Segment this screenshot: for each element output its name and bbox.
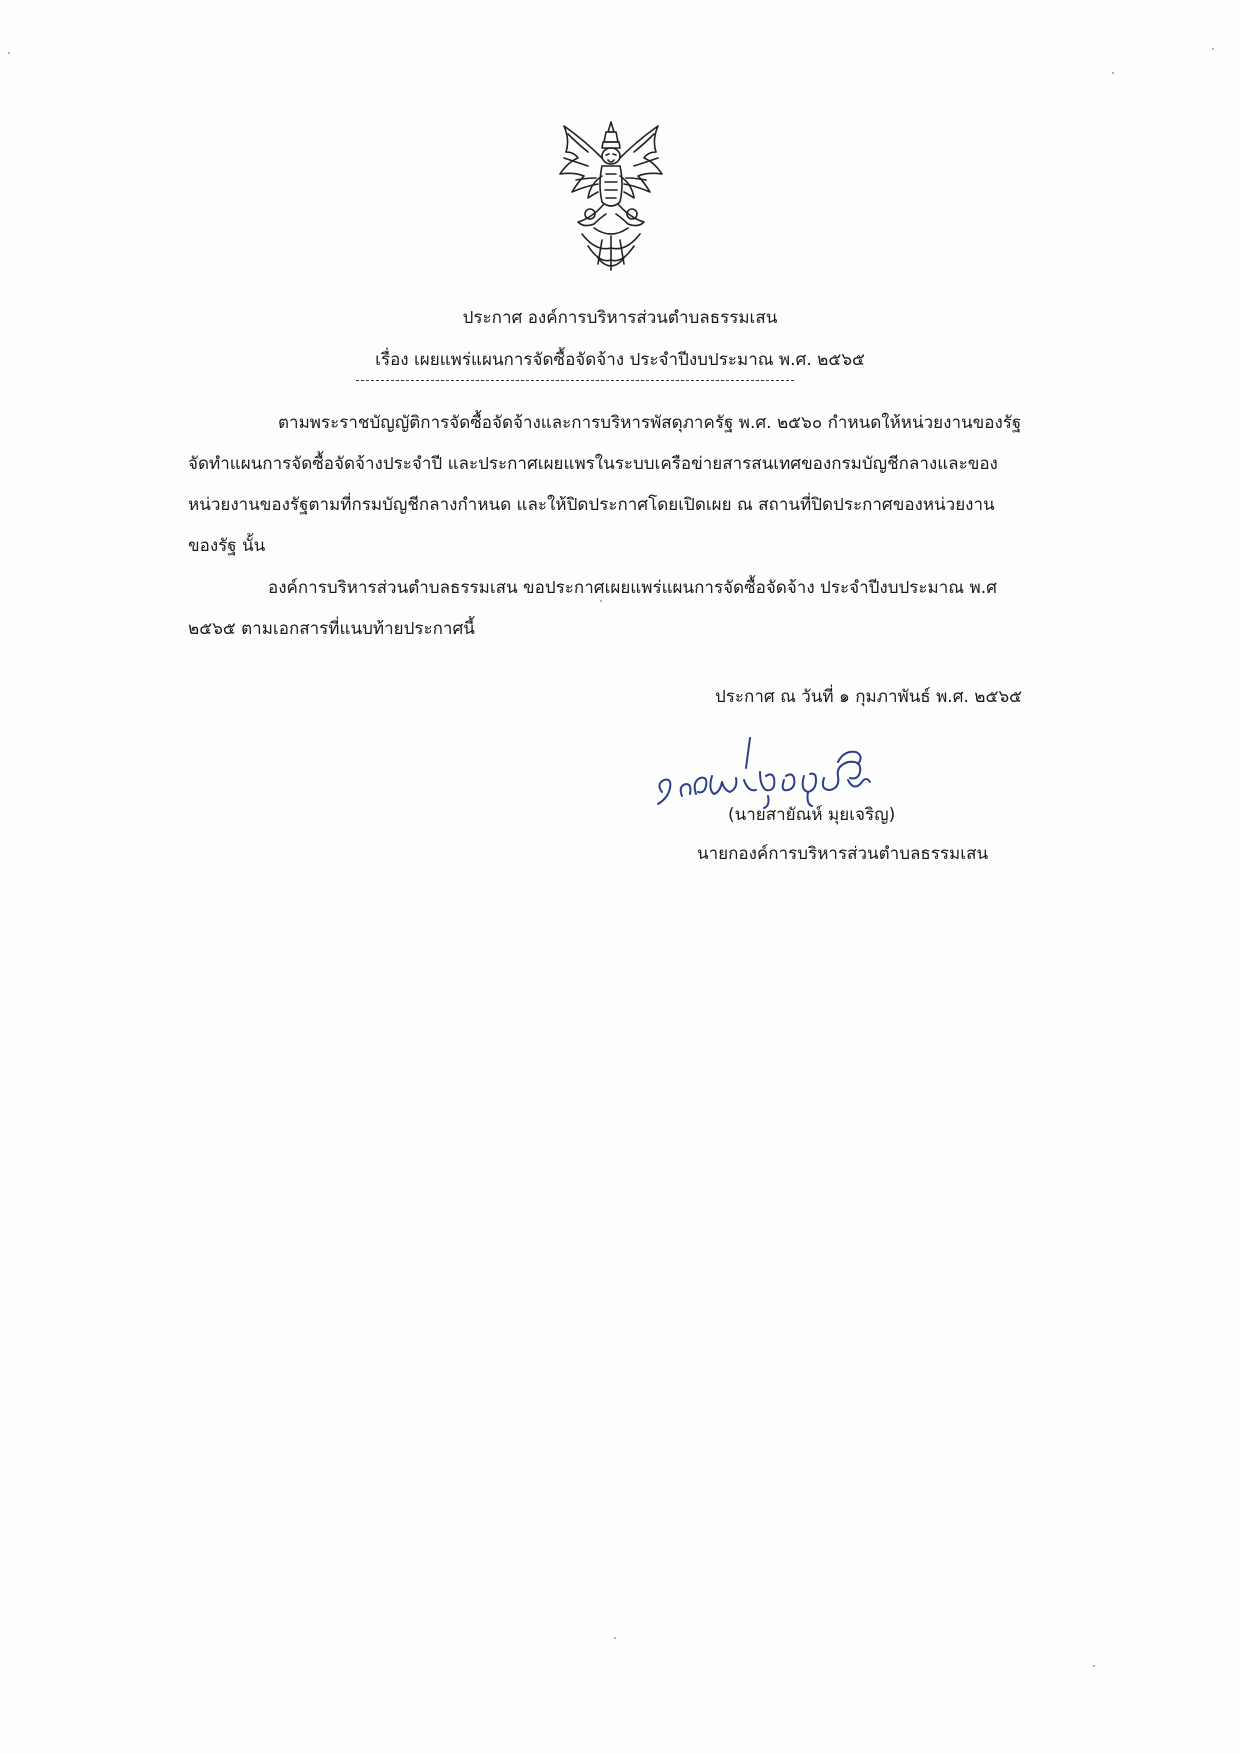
scan-speck [1212,48,1214,50]
paragraph-2-line-1: องค์การบริหารส่วนตำบลธรรมเสน ขอประกาศเผยแพร่แผนการจัดซื้อจัดจ้าง ประจำปีงบประมาณ พ.ศ [268,578,997,598]
garuda-emblem-icon [548,118,674,276]
announcement-date: ประกาศ ณ วันที่ ๑ กุมภาพันธ์ พ.ศ. ๒๕๖๕ [715,687,1023,707]
scan-speck [614,1637,616,1639]
announcement-subject: เรื่อง เผยแพร่แผนการจัดซื้อจัดจ้าง ประจำปีงบประมาณ พ.ศ. ๒๕๖๕ [375,350,865,370]
scan-speck [1093,1665,1095,1667]
scan-speck [8,52,10,54]
scan-speck [1112,72,1114,74]
paragraph-1-line-1: ตามพระราชบัญญัติการจัดซื้อจัดจ้างและการบริหารพัสดุภาครัฐ พ.ศ. ๒๕๖๐ กำหนดให้หน่วยงานของรัฐ [278,413,1022,433]
signer-position: นายกองค์การบริหารส่วนตำบลธรรมเสน [697,844,989,864]
signer-name: (นายสายัณห์ มุยเจริญ) [728,805,896,825]
paragraph-2-line-2: ๒๕๖๕ ตามเอกสารที่แนบท้ายประกาศนี้ [188,619,475,639]
header-divider [356,380,794,381]
scan-speck [600,600,602,602]
paragraph-1-line-2: จัดทำแผนการจัดซื้อจัดจ้างประจำปี และประกาศเผยแพรในระบบเครือข่ายสารสนเทศของกรมบัญชีกลางและของ [188,454,998,474]
paragraph-1-line-4: ของรัฐ นั้น [188,536,266,556]
handwritten-signature-icon [648,732,978,814]
paragraph-1-line-3: หน่วยงานของรัฐตามที่กรมบัญชีกลางกำหนด และให้ปิดประกาศโดยเปิดเผย ณ สถานที่ปิดประกาศของหน่วยงาน [188,495,995,515]
announcement-title: ประกาศ องค์การบริหารส่วนตำบลธรรมเสน [462,308,778,328]
